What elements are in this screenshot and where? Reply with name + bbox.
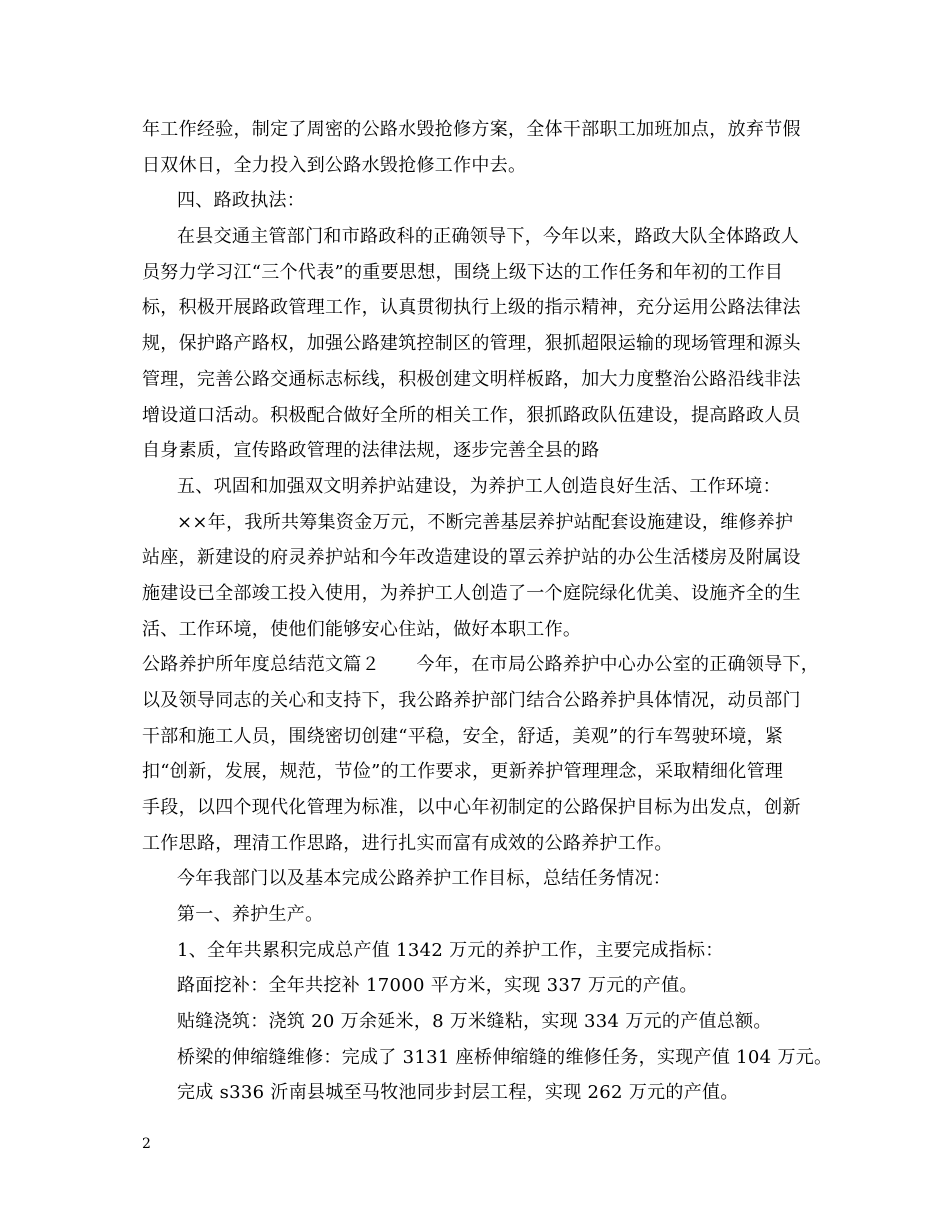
section-heading: 第一、养护生产。 [177,904,324,925]
section-heading: 五、巩固和加强双文明养护站建设，为养护工人创造良好生活、工作环境： [177,476,781,497]
text-line: 员努力学习江“三个代表”的重要思想，围绕上级下达的工作任务和年初的工作目 [142,262,784,283]
text-line: 完成 s336 沂南县城至马牧池同步封层工程，实现 262 万元的产值。 [177,1082,739,1103]
text-line: 今年我部门以及基本完成公路养护工作目标，总结任务情况： [177,868,672,889]
text-line: 自身素质，宣传路政管理的法律法规，逐步完善全县的路 [142,440,600,461]
text-line: 日双休日，全力投入到公路水毁抢修工作中去。 [142,155,527,176]
text-line: 活、工作环境，使他们能够安心住站，做好本职工作。 [142,619,582,640]
text-line: 以及领导同志的关心和支持下，我公路养护部门结合公路养护具体情况，动员部门 [142,690,801,711]
text-line: 干部和施工人员，围绕密切创建“平稳，安全，舒适，美观”的行车驾驶环境，紧 [142,726,784,747]
text-line: ××年，我所共筹集资金万元，不断完善基层养护站配套设施建设，维修养护 [177,512,794,533]
text-line: 施建设已全部竣工投入使用，为养护工人创造了一个庭院绿化优美、设施齐全的生 [142,583,801,604]
text-line: 年工作经验，制定了周密的公路水毁抢修方案，全体干部职工加班加点，放弃节假 [142,119,801,140]
text-line: 贴缝浇筑：浇筑 20 万余延米，8 万米缝粘，实现 334 万元的产值总额。 [177,1011,772,1032]
text-line: 在县交通主管部门和市路政科的正确领导下，今年以来，路政大队全体路政人 [177,226,800,247]
text-line: 路面挖补：全年共挖补 17000 平方米，实现 337 万元的产值。 [177,975,698,996]
text-line: 标，积极开展路政管理工作，认真贯彻执行上级的指示精神，充分运用公路法律法 [142,297,801,318]
text-line: 管理，完善公路交通标志标线，积极创建文明样板路，加大力度整治公路沿线非法 [142,369,801,390]
text-line: 手段，以四个现代化管理为标准，以中心年初制定的公路保护目标为出发点，创新 [142,797,801,818]
text-line: 规，保护路产路权，加强公路建筑控制区的管理，狠抓超限运输的现场管理和源头 [142,333,801,354]
text-line: 工作思路，理清工作思路，进行扎实而富有成效的公路养护工作。 [142,833,673,854]
section-heading: 四、路政执法： [177,190,306,211]
article-title-line: 公路养护所年度总结范文篇２ 今年，在市局公路养护中心办公室的正确领导下， [142,654,820,675]
text-line: 扣“创新，发展，规范，节俭”的工作要求，更新养护管理理念，采取精细化管理 [142,761,784,782]
text-line: 桥梁的伸缩缝维修：完成了 3131 座桥伸缩缝的维修任务，实现产值 104 万元。 [177,1047,833,1068]
text-line: 1、全年共累积完成总产值 1342 万元的养护工作，主要完成指标： [177,940,724,961]
text-line: 站座，新建设的府灵养护站和今年改造建设的罩云养护站的办公生活楼房及附属设 [142,547,801,568]
page-number: 2 [142,1136,151,1152]
text-line: 增设道口活动。积极配合做好全所的相关工作，狠抓路政队伍建设，提高路政人员 [142,405,801,426]
